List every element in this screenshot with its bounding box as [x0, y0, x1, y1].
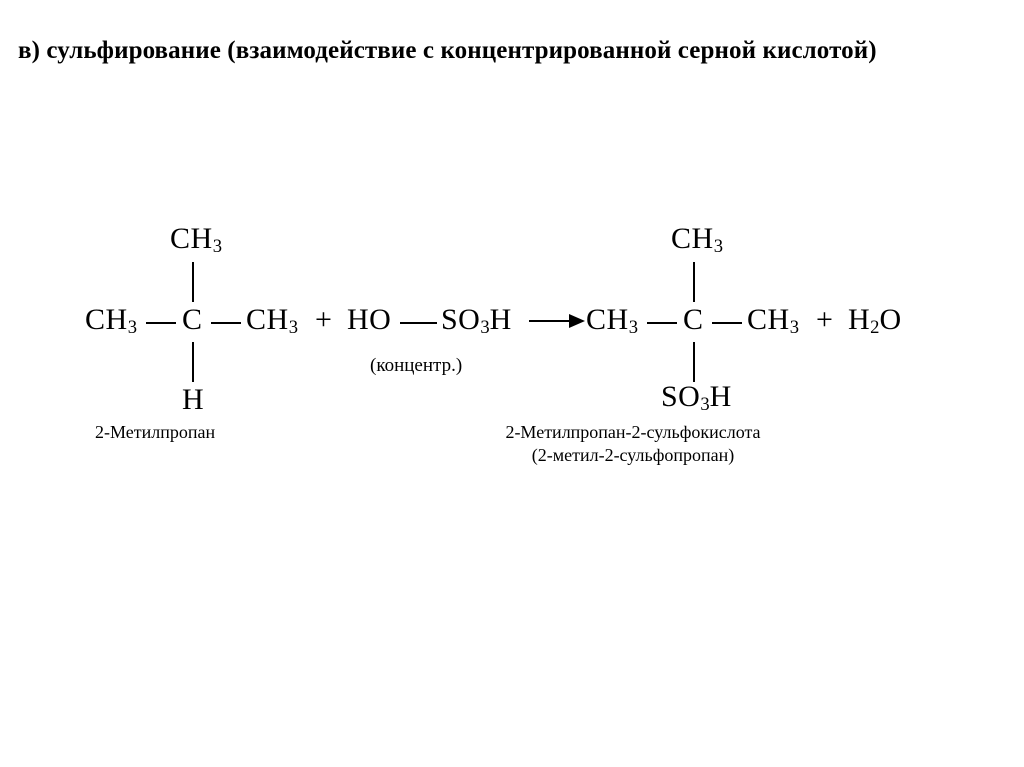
plus-sign-1: +	[315, 303, 333, 336]
byproduct-water: $H_2O$	[848, 303, 902, 339]
reactant-bond-bottom	[192, 342, 194, 382]
reagent-hydroxyl: HO	[347, 303, 392, 336]
arrow-shaft	[529, 320, 573, 322]
reactant-bond-right	[211, 322, 241, 324]
reagent-bond	[400, 322, 437, 324]
product-right-methyl: $CH_3$	[747, 303, 799, 339]
product-bond-right	[712, 322, 742, 324]
product-central-carbon: C	[683, 303, 704, 336]
product-name-alternate: (2-метил-2-сульфопропан)	[531, 445, 735, 465]
reactant-name: 2-Метилпропан	[95, 422, 216, 442]
arrow-head	[569, 314, 585, 328]
reactant-top-methyl-text: $CH_3$	[170, 222, 222, 258]
reaction-arrow-icon	[529, 313, 589, 329]
reagent-sulfonic-group: $SO_3H$	[441, 303, 512, 339]
product-bond-left	[647, 322, 677, 324]
reactant-bottom-hydrogen: H	[182, 383, 205, 416]
reactant-bond-top	[192, 262, 194, 302]
product-bond-bottom	[693, 342, 695, 382]
reagent-note: (концентр.)	[370, 355, 463, 376]
reactant-left-methyl: $CH_3$	[85, 303, 137, 339]
reactant-bond-left	[146, 322, 176, 324]
product-bond-top	[693, 262, 695, 302]
reaction-scheme	[0, 200, 1024, 500]
plus-sign-2: +	[816, 303, 834, 336]
reactant-right-methyl: $CH_3$	[246, 303, 298, 339]
reactant-central-carbon: C	[182, 303, 203, 336]
reactant-top-methyl	[170, 222, 222, 258]
product-name-primary: 2-Метилпропан-2-сульфокислота	[505, 422, 761, 442]
product-top-methyl: $CH_3$	[671, 222, 723, 258]
page-title: в) сульфирование (взаимодействие с концентрированной серной кислотой)	[18, 37, 877, 64]
product-sulfonic-group: $SO_3H$	[661, 380, 732, 416]
product-left-methyl: $CH_3$	[586, 303, 638, 339]
